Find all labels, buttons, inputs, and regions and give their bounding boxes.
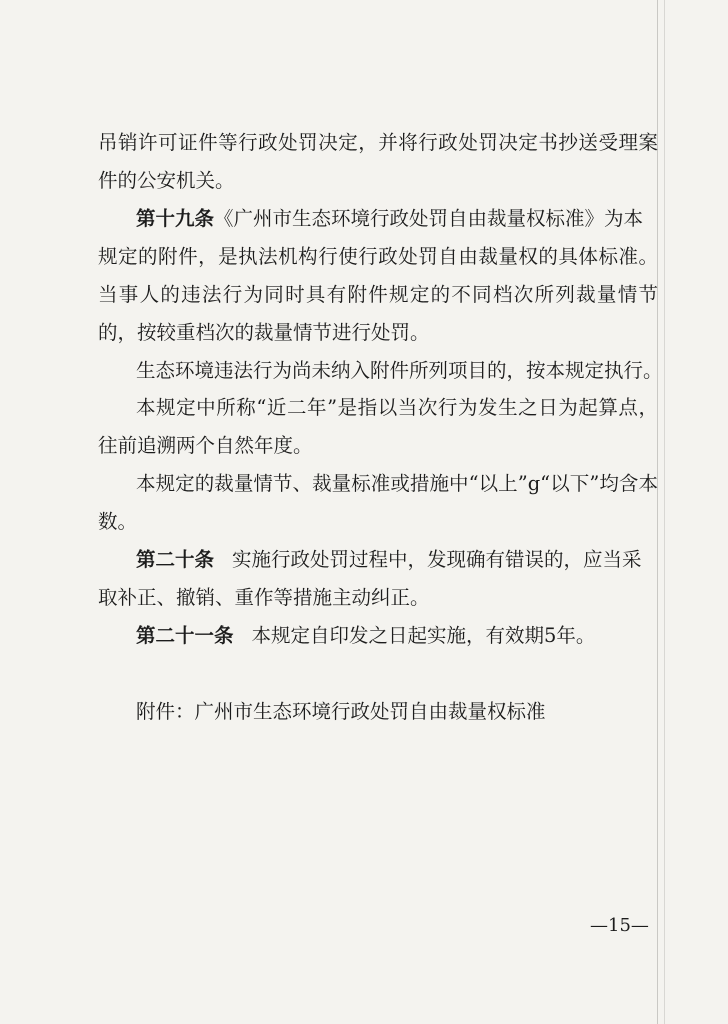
article-21-heading: 第二十一条 <box>136 624 234 647</box>
paragraph-line: 生态环境违法行为尚未纳入附件所列项目的，按本规定执行。 <box>136 359 663 382</box>
paragraph-line: 吊销许可证件等行政处罚决定，并将行政处罚决定书抄送受理案 <box>98 131 658 154</box>
article-19-line1 <box>136 207 643 231</box>
attachment-note: 附件：广州市生态环境行政处罚自由裁量权标准 <box>136 700 546 723</box>
paragraph-line: 数。 <box>98 510 138 533</box>
paragraph-line: 当事人的违法行为同时具有附件规定的不同档次所列裁量情节 <box>98 283 658 306</box>
article-19-heading: 第十九条 <box>136 207 215 230</box>
paragraph-line: 件的公安机关。 <box>98 169 235 192</box>
page-number: —15— <box>590 915 649 936</box>
article-19-text: 《广州市生态环境行政处罚自由裁量权标准》为本 <box>214 207 644 230</box>
paragraph-line: 取补正、撤销、重作等措施主动纠正。 <box>98 586 430 609</box>
article-21-line1 <box>136 624 595 648</box>
article-20-line1 <box>136 548 642 572</box>
article-21-text: 本规定自印发之日起实施，有效期5年。 <box>251 624 596 647</box>
paragraph-line: 的，按较重档次的裁量情节进行处罚。 <box>98 321 430 344</box>
article-20-heading: 第二十条 <box>136 548 215 571</box>
paragraph-line: 本规定的裁量情节、裁量标准或措施中“以上”g“以下”均含本 <box>136 472 658 495</box>
paragraph-line: 规定的附件，是执法机构行使行政处罚自由裁量权的具体标准。 <box>98 245 658 268</box>
paragraph-line: 往前追溯两个自然年度。 <box>98 434 313 457</box>
paragraph-line: 本规定中所称“近二年”是指以当次行为发生之日为起算点， <box>136 396 658 419</box>
article-20-text: 实施行政处罚过程中，发现确有错误的，应当采 <box>232 548 642 571</box>
scan-edge-line <box>664 0 665 1024</box>
